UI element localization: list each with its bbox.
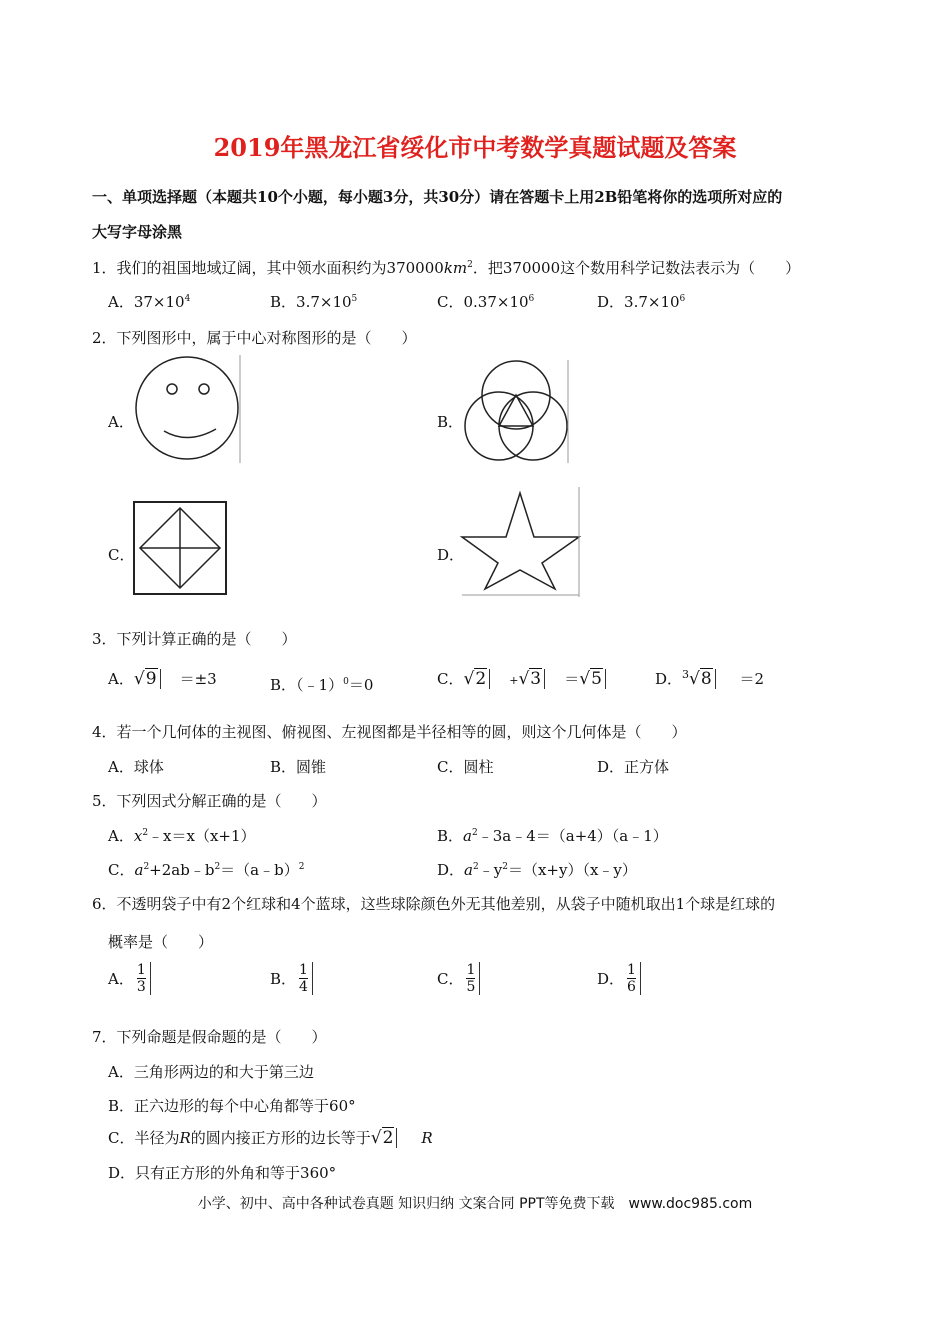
q7-option-b: B．正六边形的每个中心角都等于60° bbox=[108, 1097, 356, 1115]
q6-option-b: B． $\frac{1}{4}$ bbox=[270, 962, 313, 995]
star-figure bbox=[462, 487, 582, 597]
q5-option-b: B．$a^2﹣3a﹣4=(a+4)(a﹣1)$ bbox=[437, 827, 668, 845]
q1-option-c: C．$0.37\times 10^6$ bbox=[437, 293, 535, 311]
q7-option-a: A．三角形两边的和大于第三边 bbox=[108, 1063, 314, 1081]
q3-option-c: C．√2 +√3 ＝√5 bbox=[437, 668, 606, 689]
q3-option-a: A．√9 ＝±3 bbox=[108, 669, 217, 689]
three-circles-triangle-figure bbox=[463, 360, 573, 463]
section-heading-line2: 大写字母涂黑 bbox=[92, 223, 183, 241]
q4-option-a: A．球体 bbox=[108, 758, 164, 776]
q3-option-d: D．$^3$√8 ＝2 bbox=[655, 668, 765, 689]
q1-option-d: D．$3.7\times 10^6$ bbox=[597, 293, 686, 311]
q5-option-c: C．$a^2+2ab﹣b^2=(a﹣b)^2$ bbox=[108, 861, 305, 879]
q4-option-d: D．正方体 bbox=[597, 758, 670, 776]
q4-option-b: B．圆锥 bbox=[270, 758, 327, 776]
q6-option-d: D． $\frac{1}{6}$ bbox=[597, 962, 641, 995]
smiley-face-figure bbox=[134, 355, 244, 463]
q4-option-c: C．圆柱 bbox=[437, 758, 494, 776]
q2-label-b: B． bbox=[437, 413, 464, 431]
question-6-stem-line2: 概率是（ ） bbox=[108, 933, 214, 951]
footer-text: 小学、初中、高中各种试卷真题 知识归纳 文案合同 PPT等免费下载 www.doc985.com bbox=[197, 1196, 753, 1212]
q2-label-c: C． bbox=[108, 546, 135, 564]
q1-option-a: A．$37\times 10^4$ bbox=[108, 293, 191, 311]
section-heading-line1: 一、单项选择题（本题共10个小题，每小题3分，共30分）请在答题卡上用2B铅笔将你的选项所对应的 bbox=[92, 188, 783, 206]
question-1-stem: 1．我们的祖国地域辽阔，其中领水面积约为$370000km^2$．把370000这个数用科学记数法表示为（ ） bbox=[92, 259, 801, 277]
question-7-stem: 7．下列命题是假命题的是（ ） bbox=[92, 1028, 327, 1046]
q1-option-b: B．$3.7\times 10^5$ bbox=[270, 293, 358, 311]
q5-option-a: A．$x^2﹣x=x(x+1)$ bbox=[108, 827, 256, 845]
question-6-stem-line1: 6．不透明袋子中有2个红球和4个蓝球，这些球除颜色外无其他差别，从袋子中随机取出1个球是红球的 bbox=[92, 895, 776, 913]
question-3-stem: 3．下列计算正确的是（ ） bbox=[92, 630, 297, 648]
q7-option-d: D．只有正方形的外角和等于360° bbox=[108, 1164, 337, 1182]
q5-option-d: D．$a^2﹣y^2=(x+y)(x﹣y)$ bbox=[437, 861, 637, 879]
q3-option-b: B．（﹣1）$^0$＝0 bbox=[270, 676, 374, 694]
question-5-stem: 5．下列因式分解正确的是（ ） bbox=[92, 792, 327, 810]
q7-option-c: C．半径为R的圆内接正方形的边长等于√2 R bbox=[108, 1128, 433, 1148]
question-4-stem: 4．若一个几何体的主视图、俯视图、左视图都是半径相等的圆，则这个几何体是（ ） bbox=[92, 723, 687, 741]
square-diamond-figure bbox=[131, 500, 231, 596]
q6-option-c: C． $\frac{1}{5}$ bbox=[437, 962, 480, 995]
unit: km bbox=[443, 259, 468, 277]
question-2-stem: 2．下列图形中，属于中心对称图形的是（ ） bbox=[92, 329, 417, 347]
q6-option-a: A． $\frac{1}{3}$ bbox=[108, 962, 151, 995]
q2-label-d: D． bbox=[437, 546, 465, 564]
page-title: 2019年黑龙江省绥化市中考数学真题试题及答案 bbox=[213, 133, 737, 162]
q2-label-a: A． bbox=[108, 413, 134, 431]
